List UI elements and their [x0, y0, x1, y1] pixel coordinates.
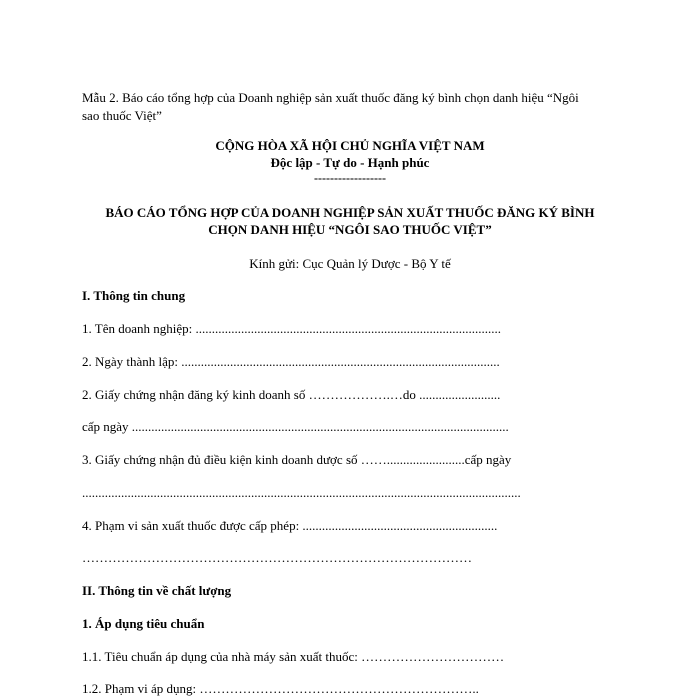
- national-motto: Độc lập - Tự do - Hạnh phúc: [270, 155, 430, 170]
- section-2-subheading: 1. Áp dụng tiêu chuẩn: [82, 616, 205, 631]
- field-production-scope: 4. Phạm vi sản xuất thuốc được cấp phép: ............................................................: [82, 518, 498, 533]
- field-business-registration: 2. Giấy chứng nhận đăng ký kinh doanh số ……………….…do .........................: [82, 387, 501, 402]
- national-title: CỘNG HÒA XÃ HỘI CHỦ NGHĨA VIỆT NAM: [215, 138, 485, 153]
- form-caption-line-1: Mẫu 2. Báo cáo tổng hợp của Doanh nghiệp sản xuất thuốc đăng ký bình chọn danh hiệu “Ngôi: [82, 90, 579, 105]
- section-2-heading: II. Thông tin về chất lượng: [82, 583, 232, 598]
- header-separator: ------------------: [314, 171, 386, 185]
- form-caption-line-2: sao thuốc Việt”: [82, 108, 162, 123]
- field-applied-standard: 1.1. Tiêu chuẩn áp dụng của nhà máy sản xuất thuốc: ……………………………: [82, 649, 505, 664]
- report-title-line-2: CHỌN DANH HIỆU “NGÔI SAO THUỐC VIỆT”: [208, 222, 492, 237]
- recipient-line: Kính gửi: Cục Quản lý Dược - Bộ Y tế: [249, 256, 451, 271]
- field-pharma-certificate: 3. Giấy chứng nhận đủ điều kiện kinh doanh dược số ……........................cấp ngày: [82, 452, 512, 467]
- section-1-heading: I. Thông tin chung: [82, 288, 186, 303]
- field-founding-date: 2. Ngày thành lập: ..................................................................................................: [82, 354, 500, 369]
- field-production-scope-continuation: ………………………………………………………………………………: [82, 550, 472, 565]
- field-pharma-certificate-continuation: .......................................................................................................................................: [82, 485, 521, 500]
- field-company-name: 1. Tên doanh nghiệp: ..............................................................................................: [82, 321, 501, 336]
- report-title-line-1: BÁO CÁO TỔNG HỢP CỦA DOANH NGHIỆP SẢN XUẤT THUỐC ĐĂNG KÝ BÌNH: [105, 205, 595, 220]
- field-registration-issue-date: cấp ngày ....................................................................................................................: [82, 419, 509, 434]
- field-application-scope: 1.2. Phạm vi áp dụng: ………………………………………………………..: [82, 681, 479, 696]
